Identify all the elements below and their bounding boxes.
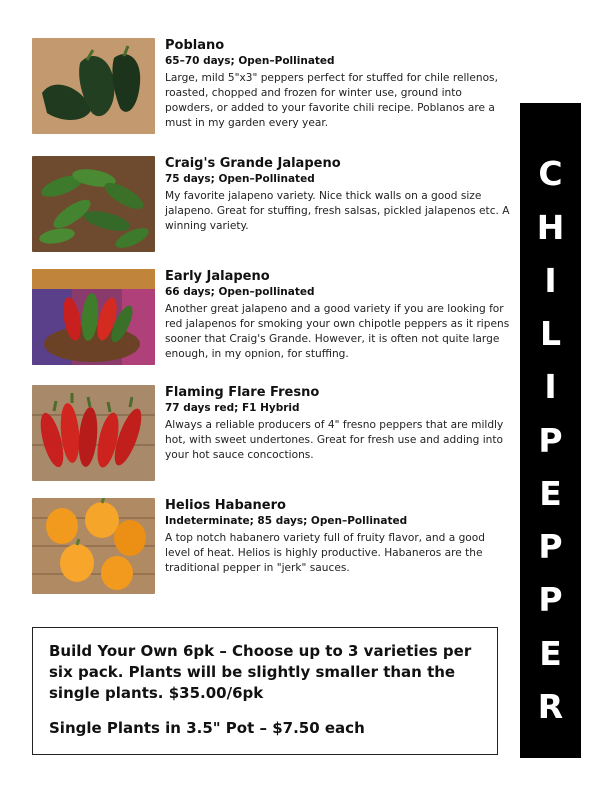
pepper-name: Poblano xyxy=(165,38,225,53)
pepper-entry-poblano xyxy=(32,38,510,138)
pepper-meta: 77 days red; F1 Hybrid xyxy=(165,402,300,414)
pepper-entry-craigs-grande-jalapeno xyxy=(32,156,510,256)
flaming-flare-fresno-photo xyxy=(32,385,155,481)
pepper-description: My favorite jalapeno variety. Nice thick walls on a good size jalapeno. Great for stuffing, fresh salsas, pickled jalapenos etc. A winning variety. xyxy=(165,190,510,232)
early-jalapeno-photo xyxy=(32,269,155,365)
pepper-entry-flaming-flare-fresno xyxy=(32,385,510,485)
flaming-flare-fresno-image xyxy=(32,385,155,481)
banner-letter: P xyxy=(538,580,563,620)
banner-letter: I xyxy=(544,367,557,407)
craigs-grande-jalapeno-photo xyxy=(32,156,155,252)
single-plant-pricing: Single Plants in 3.5" Pot – $7.50 each xyxy=(49,719,365,737)
pepper-name: Craig's Grande Jalapeno xyxy=(165,156,341,171)
banner-letter: P xyxy=(538,420,563,460)
banner-letter: R xyxy=(537,686,564,726)
early-jalapeno-image xyxy=(32,269,155,365)
pepper-meta: 66 days; Open–pollinated xyxy=(165,286,315,298)
pepper-description: Large, mild 5"x3" peppers perfect for stuffed for chile rellenos, roasted, chopped and frozen for winter use, ground into powders, or added to your favorite chili recipe. Poblanos are a must in my garden every year. xyxy=(165,72,498,129)
pepper-entry-helios-habanero xyxy=(32,498,510,598)
pepper-description: A top notch habanero variety full of fruity flavor, and a good level of heat. Helios is highly productive. Habaneros are the traditional pepper in "jerk" sauces. xyxy=(165,532,485,574)
pricing-box xyxy=(32,627,498,755)
helios-habanero-photo xyxy=(32,498,155,594)
poblano-photo xyxy=(32,38,155,134)
pepper-description: Always a reliable producers of 4" fresno peppers that are mildly hot, with sweet undertones. Great for fresh use and adding into your hot sauce concoctions. xyxy=(165,419,504,461)
craigs-grande-jalapeno-image xyxy=(32,156,155,252)
sixpack-pricing: Build Your Own 6pk – Choose up to 3 varieties per six pack. Plants will be slightly smaller than the single plants. $35.00/6pk xyxy=(49,642,472,702)
chili-pepper-banner xyxy=(520,103,581,758)
banner-letter: H xyxy=(536,207,565,247)
helios-habanero-image xyxy=(32,498,155,594)
banner-letter: C xyxy=(538,154,563,194)
banner-letter: E xyxy=(539,633,562,673)
poblano-image xyxy=(32,38,155,134)
pepper-entry-early-jalapeno xyxy=(32,269,510,369)
banner-letter: P xyxy=(538,527,563,566)
pepper-meta: 65–70 days; Open–Pollinated xyxy=(165,55,335,67)
pepper-description: Another great jalapeno and a good variety if you are looking for red jalapenos for smoking your own chipotle peppers as it ripens sooner that Craig's Grande. However, it is often not quite large enough, in my opnion, for stuffing. xyxy=(165,303,510,360)
banner-letter: L xyxy=(539,314,562,353)
banner-letter: I xyxy=(544,260,557,300)
pepper-meta: Indeterminate; 85 days; Open–Pollinated xyxy=(165,515,408,527)
pepper-name: Early Jalapeno xyxy=(165,269,270,284)
pepper-meta: 75 days; Open–Pollinated xyxy=(165,173,315,185)
pepper-name: Helios Habanero xyxy=(165,498,286,513)
banner-letter: E xyxy=(539,473,562,513)
pepper-name: Flaming Flare Fresno xyxy=(165,385,320,400)
